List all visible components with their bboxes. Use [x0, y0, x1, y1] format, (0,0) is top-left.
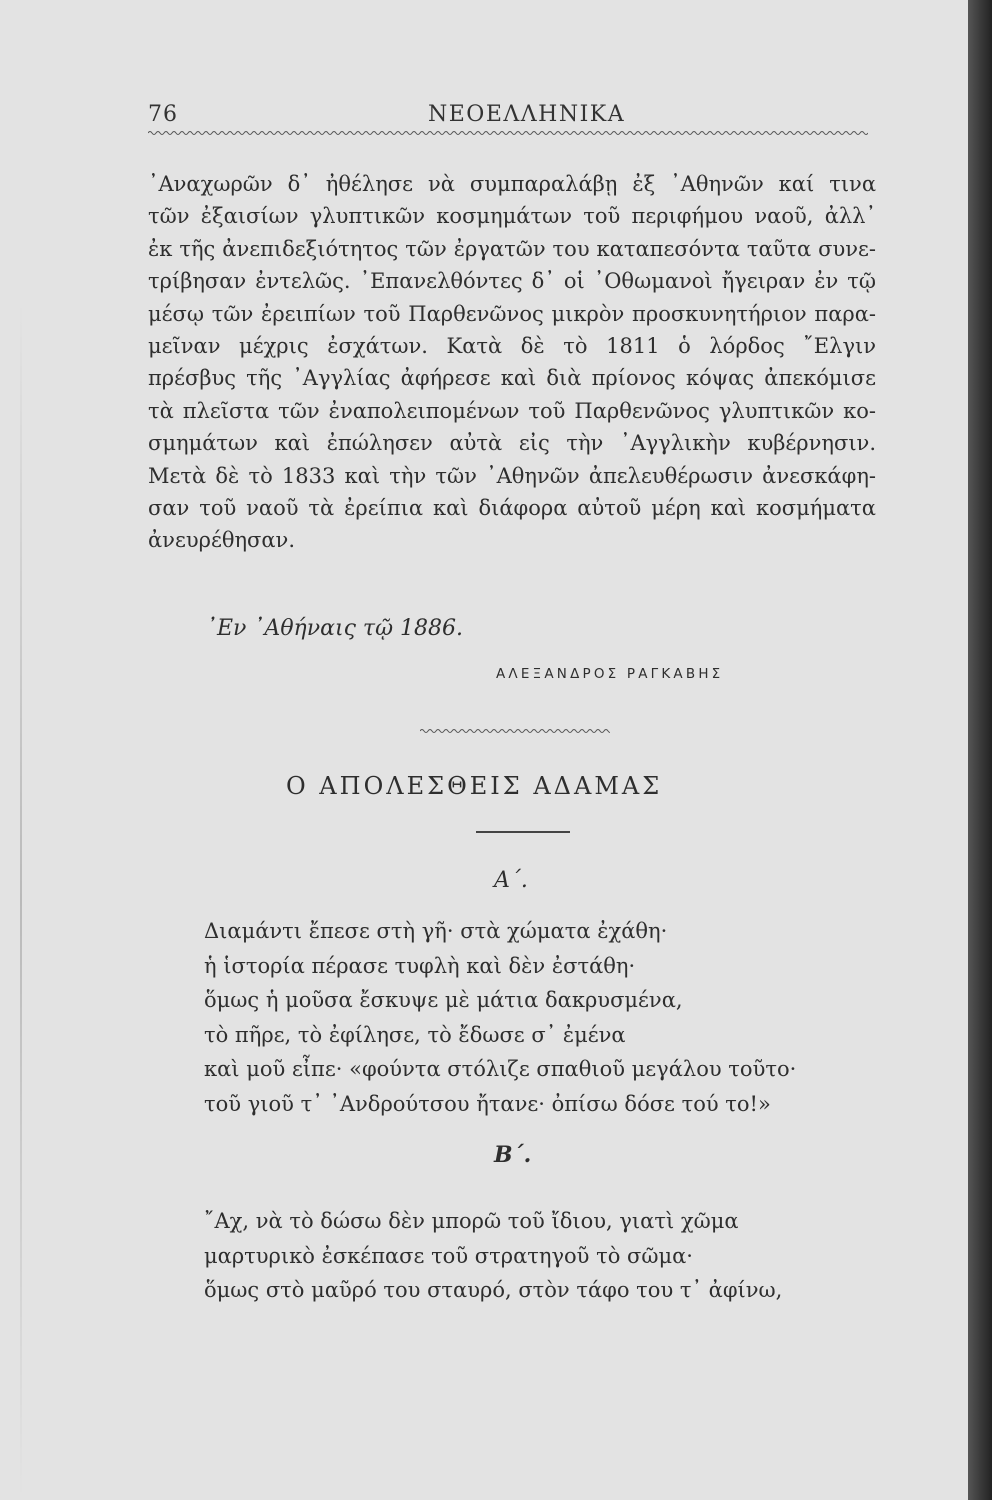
running-title: ΝΕΟΕΛΛΗΝΙΚΑ: [428, 102, 626, 127]
page-gutter-shadow: [20, 300, 22, 1500]
verse-line: ἡ ἱστορία πέρασε τυφλὴ καὶ δὲν ἐστάθη·: [204, 953, 636, 978]
verses-section-a: [204, 914, 844, 1121]
verse-line: ὅμως ἡ μοῦσα ἔσκυψε μὲ μάτια δακρυσμένα,: [204, 988, 683, 1012]
title-underline-rule: [476, 831, 570, 833]
prose-line: τὰ πλεῖστα τῶν ἐναπολειπομένων τοῦ Παρθενῶνος γλυπτικῶν κο-: [148, 398, 876, 423]
poem-title: Ο ΑΠΟΛΕΣΘΕΙΣ ΑΔΑΜΑΣ: [286, 772, 663, 800]
page-number: 76: [148, 102, 178, 127]
verse-line: τοῦ γιοῦ τ᾿ ᾿Ανδρούτσου ἤτανε· ὀπίσω δόσε τού το!»: [204, 1091, 771, 1116]
prose-line: σμημάτων καὶ ἐπώλησεν αὐτὰ εἰς τὴν ᾿Αγγλικὴν κυβέρνησιν.: [148, 431, 876, 456]
prose-line: σαν τοῦ ναοῦ τὰ ἐρείπια καὶ διάφορα αὐτοῦ μέρη καὶ κοσμήματα: [148, 495, 876, 520]
prose-line: ἐκ τῆς ἀνεπιδεξιότητος τῶν ἐργατῶν του καταπεσόντα ταῦτα συνε-: [148, 236, 876, 261]
prose-line: μέσῳ τῶν ἐρειπίων τοῦ Παρθενῶνος μικρὸν προσκυνητήριον παρα-: [148, 301, 876, 326]
verse-line: μαρτυρικὸ ἐσκέπασε τοῦ στρατηγοῦ τὸ σῶμα·: [204, 1243, 693, 1268]
prose-line: Μετὰ δὲ τὸ 1833 καὶ τὴν τῶν ᾿Αθηνῶν ἀπελευθέρωσιν ἀνεσκάφη-: [148, 463, 876, 488]
verse-line: ῎Αχ, νὰ τὸ δώσω δὲν μπορῶ τοῦ ἴδιου, γιατὶ χῶμα: [204, 1209, 739, 1233]
verse-line: ὅμως στὸ μαῦρό του σταυρό, στὸν τάφο του τ᾿ ἀφίνω,: [204, 1278, 783, 1302]
prose-line: ᾿Αναχωρῶν δ᾿ ἠθέλησε νὰ συμπαραλάβῃ ἐξ ᾿Αθηνῶν καί τινα: [148, 172, 876, 196]
verse-line: Διαμάντι ἔπεσε στὴ γῆ· στὰ χώματα ἐχάθη·: [204, 919, 668, 943]
verse-line: καὶ μοῦ εἶπε· «φούντα στόλιζε σπαθιοῦ μεγάλου τοῦτο·: [204, 1057, 797, 1081]
book-edge-shadow: [968, 0, 992, 1500]
verse-line: τὸ πῆρε, τὸ ἐφίλησε, τὸ ἔδωσε σ᾿ ἐμένα: [204, 1022, 626, 1047]
prose-line: τρίβησαν ἐντελῶς. ᾿Επανελθόντες δ᾿ οἱ ᾿Οθωμανοὶ ἤγειραν ἐν τῷ: [148, 269, 876, 294]
prose-line: μεῖναν μέχρις ἐσχάτων. Κατὰ δὲ τὸ 1811 ὁ λόρδος ῎Ελγιν: [148, 333, 876, 358]
prose-paragraph: [148, 168, 876, 557]
dateline: ᾿Εν ᾿Αθήναις τῷ 1886.: [206, 616, 463, 641]
header-wavy-rule: [148, 128, 868, 138]
prose-line: τῶν ἐξαισίων γλυπτικῶν κοσμημάτων τοῦ περιφήμου ναοῦ, ἀλλ᾿: [148, 204, 876, 229]
prose-line: πρέσβυς τῆς ᾿Αγγλίας ἀφήρεσε καὶ διὰ πρίονος κόψας ἀπεκόμισε: [148, 366, 876, 391]
section-label-a: Α΄.: [494, 868, 528, 893]
author-signature: ΑΛΕΞΑΝΔΡΟΣ ΡΑΓΚΑΒΗΣ: [496, 666, 724, 682]
prose-line: ἀνευρέθησαν.: [148, 528, 295, 553]
verses-section-b: [204, 1204, 844, 1308]
section-wavy-rule: [420, 726, 610, 736]
section-label-b: Β΄.: [494, 1142, 532, 1168]
